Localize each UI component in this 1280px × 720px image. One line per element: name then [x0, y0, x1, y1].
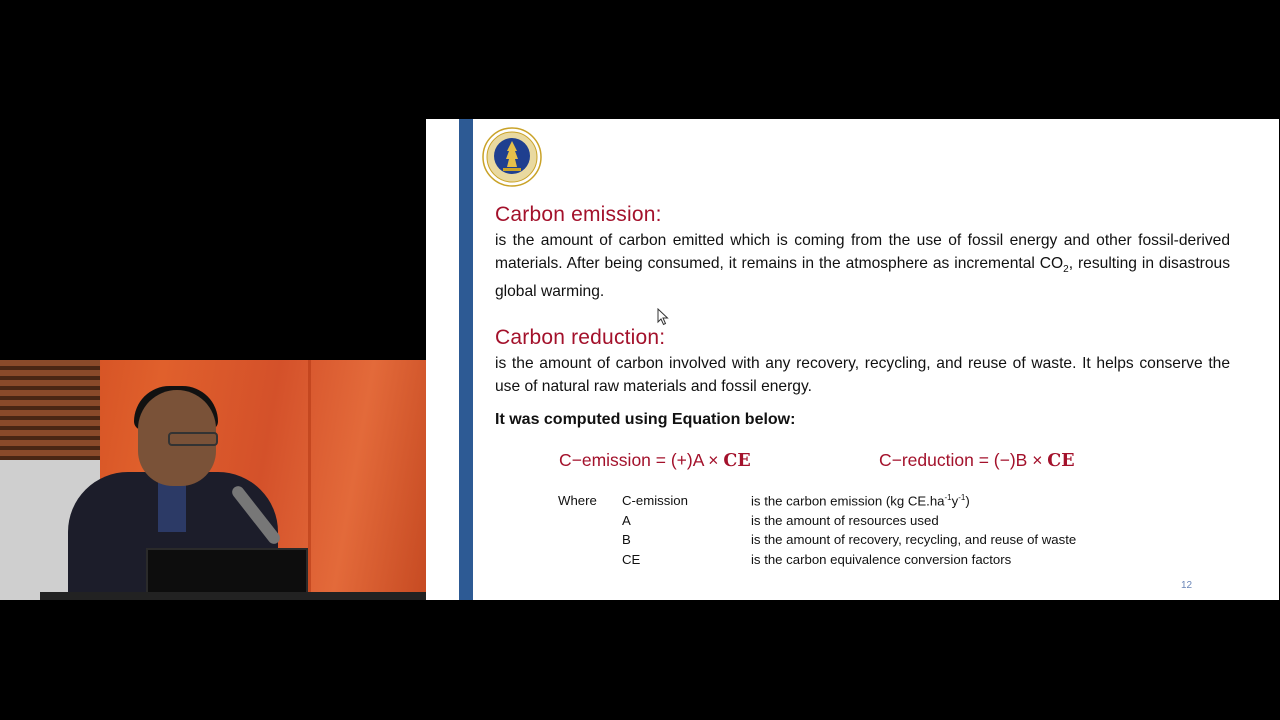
presentation-slide	[426, 119, 1279, 600]
where-label: Where	[558, 493, 597, 508]
definition: is the carbon emission (kg $CE.ha^{-1}y^{-1}$)	[751, 493, 970, 509]
carbon-emission-heading: Carbon emission:	[495, 203, 662, 226]
speaker-glasses	[168, 432, 218, 446]
definition: is the amount of resources used	[751, 512, 939, 528]
table-row	[558, 532, 1151, 552]
term: C-emission	[622, 493, 688, 508]
emission-equation: C−emission = (+)A × CE	[559, 450, 751, 471]
carbon-reduction-text: is the amount of carbon involved with any recovery, recycling, and reuse of waste. It helps conserve the use of natural raw materials and fossil energy.	[495, 355, 1230, 395]
slide-side-bar	[459, 119, 473, 600]
term: A	[622, 512, 631, 528]
slide-page-number: 12	[1181, 580, 1193, 591]
carbon-emission-text: is the amount of carbon emitted which is coming from the use of fossil energy and other fossil-derived materials. After being consumed, it remains in the atmosphere as incremental $CO_2$, resulting in disastrous global warming.	[495, 232, 1230, 301]
term: B	[622, 532, 631, 547]
where-table	[558, 493, 1151, 571]
reduction-equation: C−reduction = (−)B × CE	[879, 450, 1075, 471]
table-row	[558, 493, 1151, 513]
definition: is the carbon equivalence conversion factors	[751, 551, 1012, 567]
definition: is the amount of recovery, recycling, and reuse of waste	[751, 532, 1077, 547]
equation-intro: It was computed using Equation below:	[495, 411, 796, 428]
table-row	[558, 552, 1151, 572]
mouse-cursor-icon	[657, 308, 669, 326]
carbon-reduction-heading: Carbon reduction:	[495, 326, 666, 349]
window-blinds	[0, 360, 100, 460]
university-seal-logo	[482, 127, 542, 187]
podium	[40, 592, 426, 600]
term: CE	[622, 551, 641, 567]
speaker-video	[0, 360, 426, 600]
wall-seam	[308, 360, 311, 600]
table-row	[558, 513, 1151, 533]
